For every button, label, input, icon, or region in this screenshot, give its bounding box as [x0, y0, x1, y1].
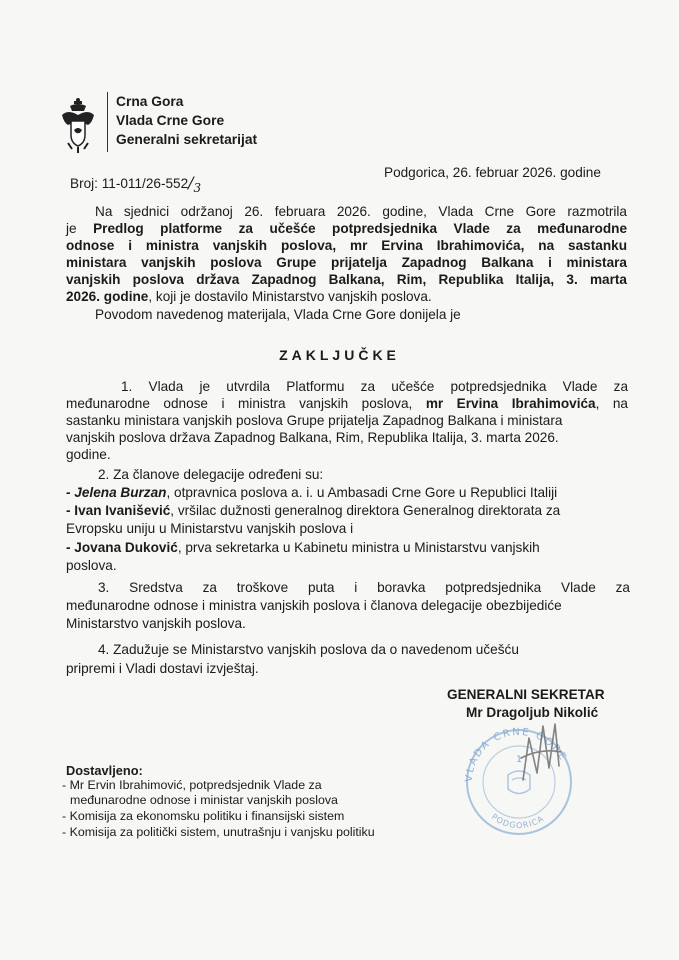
distribution-item: - Komisija za ekonomsku politiku i finansijski sistem: [62, 809, 345, 823]
distribution-item: - Komisija za politički sistem, unutrašnju i vanjsku politiku: [62, 825, 375, 839]
intro-line-5: vanjskih poslova država Zapadnog Balkana, Rim, Republika Italija, 3. marta: [66, 272, 627, 287]
handwritten-signature: [515, 718, 575, 788]
intro-line-4: ministara vanjskih poslova Grupe prijatelja Zapadnog Balkana i ministara: [66, 255, 627, 270]
document-title: ZAKLJUČKE: [279, 347, 400, 363]
conclusion-1-line-2: međunarodne odnose i ministra vanjskih poslova, mr Ervina Ibrahimovića, na: [66, 396, 628, 411]
signatory-name: Mr Dragoljub Nikolić: [466, 705, 599, 720]
conclusion-1-line-1: 1. Vlada je utvrdila Platformu za učešće potpredsjednika Vlade za: [121, 379, 628, 394]
intro-line-7: Povodom navedenog materijala, Vlada Crne Gore donijela je: [95, 307, 461, 322]
stamp-number: 1: [516, 755, 522, 765]
conclusion-2-line-1: 2. Za članove delegacije određeni su:: [98, 467, 324, 482]
conclusion-1-line-5: godine.: [66, 447, 111, 462]
header-office: Generalni sekretarijat: [116, 132, 258, 147]
delegation-member-3: - Jovana Duković, prva sekretarka u Kabinetu ministra u Ministarstvu vanjskih: [66, 540, 540, 555]
header-divider: [107, 92, 108, 152]
reference-number: Broj: 11-011/26-552/3: [70, 173, 202, 195]
header-government: Vlada Crne Gore: [116, 113, 225, 128]
distribution-title: Dostavljeno:: [66, 763, 143, 778]
header-country: Crna Gora: [116, 94, 184, 109]
handwritten-suffix: 3: [193, 181, 202, 195]
distribution-item: - Mr Ervin Ibrahimović, potpredsjednik Vlade za: [62, 778, 322, 792]
conclusion-3-line-3: Ministarstvo vanjskih poslova.: [66, 616, 246, 631]
stamp-text-top: VLADA CRNE GORE: [463, 726, 569, 783]
intro-line-6: 2026. godine, koji je dostavilo Ministarstvo vanjskih poslova.: [66, 289, 432, 304]
stamp-text-bottom: PODGORICA: [489, 812, 546, 831]
conclusion-3-line-2: međunarodne odnose i ministra vanjskih poslova i članova delegacije obezbijediće: [66, 598, 562, 613]
signatory-role: GENERALNI SEKRETAR: [447, 687, 605, 702]
montenegro-coat-of-arms-icon: [60, 97, 96, 155]
intro-line-1: Na sjednici održanoj 26. februara 2026. godine, Vlada Crne Gore razmotrila: [95, 204, 627, 219]
place-date: Podgorica, 26. februar 2026. godine: [384, 165, 601, 180]
delegation-member-3-line-2: poslova.: [66, 558, 117, 573]
intro-line-2: je Predlog platforme za učešće potpredsjednika Vlade za međunarodne: [66, 221, 628, 236]
conclusion-4-line-1: 4. Zadužuje se Ministarstvo vanjskih poslova da o navedenom učešću: [98, 642, 519, 657]
conclusion-1-line-4: vanjskih poslova država Zapadnog Balkana, Rim, Republika Italija, 3. marta 2026.: [66, 430, 559, 445]
distribution-item: međunarodne odnose i ministar vanjskih poslova: [70, 793, 338, 807]
intro-line-3: odnose i ministra vanjskih poslova, mr Ervina Ibrahimovića, na sastanku: [66, 238, 627, 253]
conclusion-4-line-2: pripremi i Vladi dostavi izvještaj.: [66, 661, 259, 676]
conclusion-3-line-1: 3. Sredstva za troškove puta i boravka potpredsjednika Vlade za: [98, 580, 630, 595]
delegation-member-1: - Jelena Burzan, otpravnica poslova a. i. u Ambasadi Crne Gore u Republici Italiji: [66, 485, 558, 500]
svg-text:PODGORICA: [490, 812, 546, 830]
delegation-member-2: - Ivan Ivanišević, vršilac dužnosti generalnog direktora Generalnog direktorata za: [66, 503, 561, 518]
delegation-member-2-line-2: Evropsku uniju u Ministarstvu vanjskih poslova i: [66, 521, 354, 536]
conclusion-1-line-3: sastanku ministara vanjskih poslova Grupe prijatelja Zapadnog Balkana i ministara: [66, 413, 563, 428]
